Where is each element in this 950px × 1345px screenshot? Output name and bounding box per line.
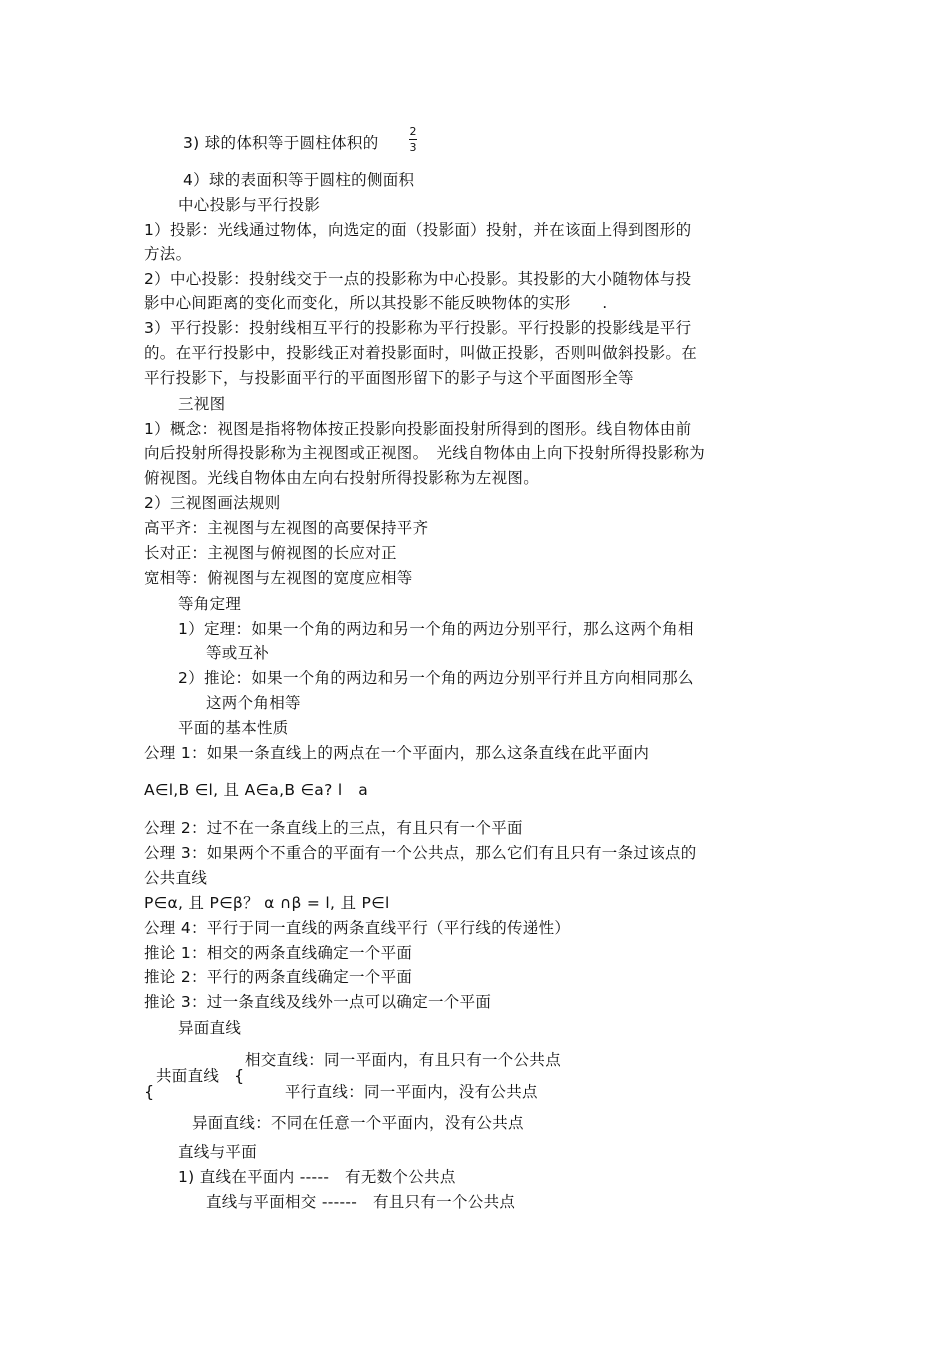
text-line: 公理 2：过不在一条直线上的三点，有且只有一个平面 [144, 819, 523, 837]
text-line: 相交直线：同一平面内，有且只有一个公共点 [245, 1051, 562, 1069]
text-line: 2）推论：如果一个角的两边和另一个角的两边分别平行并且方向相同那么 [178, 669, 694, 687]
text-line: 公理 1：如果一条直线上的两点在一个平面内，那么这条直线在此平面内 [144, 744, 650, 762]
text-line: 1）概念：视图是指将物体按正投影向投影面投射所得到的图形。线自物体由前 [144, 420, 692, 438]
section-heading: 直线与平面 [178, 1143, 258, 1161]
text-line: 3) 球的体积等于圆柱体积的 [183, 134, 379, 152]
fraction-denominator: 3 [409, 141, 417, 154]
text-line: 4）球的表面积等于圆柱的侧面积 [183, 171, 415, 189]
fraction-two-thirds [409, 126, 417, 153]
text-line: 平行投影下，与投影面平行的平面图形留下的影子与这个平面图形全等 [144, 369, 634, 387]
text-line: 公理 4：平行于同一直线的两条直线平行（平行线的传递性） [144, 919, 571, 937]
outer-brace: { [144, 1082, 155, 1101]
text-line: 长对正：主视图与俯视图的长应对正 [144, 544, 397, 562]
text-line: 2）三视图画法规则 [144, 494, 281, 512]
formula-line: P∈α, 且 P∈β？ α ∩β = l, 且 P∈l [144, 894, 390, 912]
text-line: 推论 3：过一条直线及线外一点可以确定一个平面 [144, 993, 492, 1011]
text-line: 1）投影：光线通过物体，向选定的面（投影面）投射，并在该面上得到图形的 [144, 221, 692, 239]
inner-brace: { [234, 1066, 245, 1085]
text-line: 推论 1：相交的两条直线确定一个平面 [144, 944, 413, 962]
text-line: 公共直线 [144, 869, 208, 887]
section-heading: 中心投影与平行投影 [178, 196, 321, 214]
text-line: 1) 直线在平面内 ----- 有无数个公共点 [178, 1168, 456, 1186]
text-line: 直线与平面相交 ------ 有且只有一个公共点 [206, 1193, 516, 1211]
text-line: 的。在平行投影中，投影线正对着投影面时，叫做正投影，否则叫做斜投影。在 [144, 344, 698, 362]
text-line: 俯视图。光线自物体由左向右投射所得投影称为左视图。 [144, 469, 540, 487]
text-line: 方法。 [144, 245, 192, 263]
section-heading: 三视图 [178, 395, 226, 413]
text-line: 影中心间距离的变化而变化，所以其投影不能反映物体的实形 . [144, 294, 608, 312]
text-line: 1）定理：如果一个角的两边和另一个角的两边分别平行，那么这两个角相 [178, 620, 694, 638]
formula-line: A∈l,B ∈l, 且 A∈a,B ∈a? l a [144, 781, 369, 799]
fraction-numerator: 2 [409, 125, 417, 138]
text-line: 共面直线 [156, 1067, 220, 1085]
text-line: 公理 3：如果两个不重合的平面有一个公共点，那么它们有且只有一条过该点的 [144, 844, 697, 862]
section-heading: 异面直线 [178, 1019, 242, 1037]
text-line: 宽相等：俯视图与左视图的宽度应相等 [144, 569, 413, 587]
text-line: 异面直线：不同在任意一个平面内，没有公共点 [192, 1114, 524, 1132]
text-line: 推论 2：平行的两条直线确定一个平面 [144, 968, 413, 986]
text-line: 2）中心投影：投射线交于一点的投影称为中心投影。其投影的大小随物体与投 [144, 270, 692, 288]
fraction-bar [409, 139, 417, 140]
section-heading: 平面的基本性质 [178, 719, 289, 737]
section-heading: 等角定理 [178, 595, 242, 613]
text-line: 平行直线：同一平面内，没有公共点 [285, 1083, 538, 1101]
text-line: 等或互补 [206, 644, 270, 662]
text-line: 这两个角相等 [206, 694, 301, 712]
text-line: 向后投射所得投影称为主视图或正视图。 光线自物体由上向下投射所得投影称为 [144, 444, 706, 462]
text-line: 3）平行投影：投射线相互平行的投影称为平行投影。平行投影的投影线是平行 [144, 319, 692, 337]
text-line: 高平齐：主视图与左视图的高要保持平齐 [144, 519, 429, 537]
